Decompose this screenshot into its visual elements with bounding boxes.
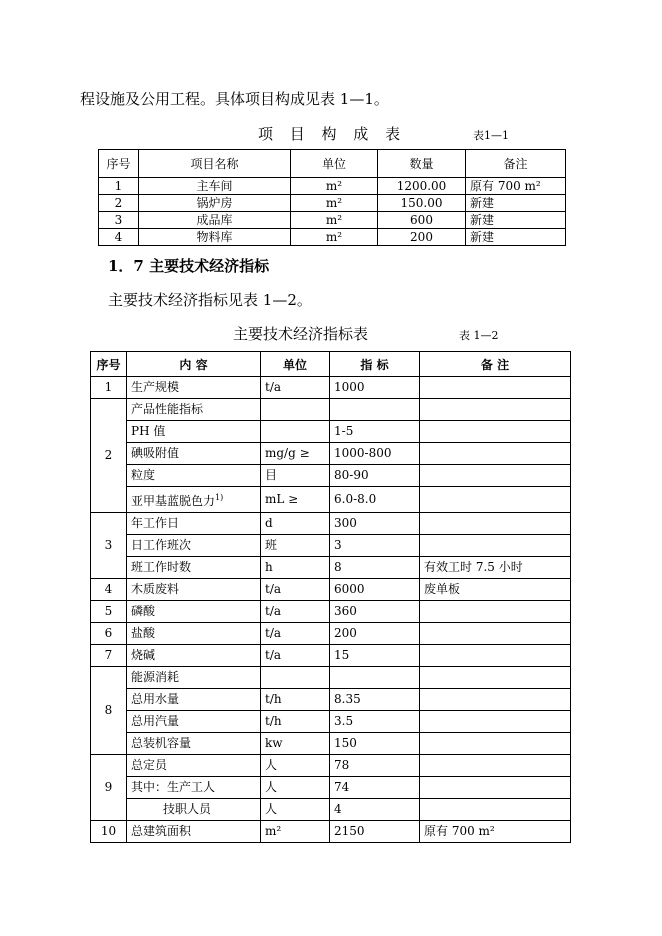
table1-number: 表1—1 bbox=[473, 129, 509, 142]
header-cell: 单位 bbox=[261, 352, 330, 377]
table2-number: 表 1—2 bbox=[459, 329, 499, 342]
note-cell: 废单板 bbox=[420, 579, 571, 601]
content-cell: 总装机容量 bbox=[127, 733, 261, 755]
value-cell: 74 bbox=[330, 777, 420, 799]
unit-cell: m² bbox=[261, 821, 330, 843]
cell: m² bbox=[291, 195, 378, 212]
table2-title: 主要技术经济指标表 bbox=[233, 325, 369, 343]
value-cell bbox=[330, 399, 420, 421]
table-row bbox=[91, 399, 571, 421]
unit-cell: 目 bbox=[261, 465, 330, 487]
note-cell bbox=[420, 535, 571, 557]
note-cell bbox=[420, 399, 571, 421]
value-cell: 1000 bbox=[330, 377, 420, 399]
row-number: 1 bbox=[91, 377, 127, 399]
value-cell: 300 bbox=[330, 513, 420, 535]
value-cell: 200 bbox=[330, 623, 420, 645]
unit-cell: t/h bbox=[261, 689, 330, 711]
value-cell: 15 bbox=[330, 645, 420, 667]
row-number: 3 bbox=[91, 513, 127, 579]
table-row bbox=[91, 557, 571, 579]
content-cell: PH 值 bbox=[127, 421, 261, 443]
header-cell: 数量 bbox=[378, 150, 466, 178]
row-number: 6 bbox=[91, 623, 127, 645]
table-row bbox=[99, 229, 566, 246]
header-cell: 备注 bbox=[466, 150, 566, 178]
header-cell: 内 容 bbox=[127, 352, 261, 377]
unit-cell: t/a bbox=[261, 645, 330, 667]
unit-cell: 人 bbox=[261, 799, 330, 821]
value-cell: 6000 bbox=[330, 579, 420, 601]
header-cell: 指 标 bbox=[330, 352, 420, 377]
content-cell: 总定员 bbox=[127, 755, 261, 777]
unit-cell bbox=[261, 399, 330, 421]
header-cell: 序号 bbox=[99, 150, 139, 178]
note-cell bbox=[420, 421, 571, 443]
value-cell: 3 bbox=[330, 535, 420, 557]
cell: 3 bbox=[99, 212, 139, 229]
note-cell bbox=[420, 733, 571, 755]
table-row bbox=[91, 535, 571, 557]
unit-cell: t/a bbox=[261, 377, 330, 399]
value-cell: 3.5 bbox=[330, 711, 420, 733]
note-cell bbox=[420, 799, 571, 821]
note-cell bbox=[420, 645, 571, 667]
row-number: 5 bbox=[91, 601, 127, 623]
header-cell: 序号 bbox=[91, 352, 127, 377]
table-row bbox=[91, 689, 571, 711]
cell: 200 bbox=[378, 229, 466, 246]
table-header-row bbox=[91, 352, 571, 377]
note-cell: 原有 700 m² bbox=[420, 821, 571, 843]
note-cell bbox=[420, 601, 571, 623]
note-cell bbox=[420, 711, 571, 733]
table-row bbox=[99, 195, 566, 212]
table-row bbox=[99, 212, 566, 229]
cell: 600 bbox=[378, 212, 466, 229]
content-cell: 能源消耗 bbox=[127, 667, 261, 689]
content-cell bbox=[127, 487, 261, 513]
unit-cell: kw bbox=[261, 733, 330, 755]
cell: 新建 bbox=[466, 195, 566, 212]
unit-cell bbox=[261, 667, 330, 689]
unit-cell: t/a bbox=[261, 579, 330, 601]
value-cell: 1000-800 bbox=[330, 443, 420, 465]
table-row bbox=[91, 487, 571, 513]
value-cell: 8.35 bbox=[330, 689, 420, 711]
table-row bbox=[91, 733, 571, 755]
project-composition-table bbox=[98, 149, 566, 246]
row-number: 8 bbox=[91, 667, 127, 755]
table-row bbox=[91, 443, 571, 465]
header-cell: 项目名称 bbox=[139, 150, 291, 178]
content-cell: 总用水量 bbox=[127, 689, 261, 711]
row-number: 4 bbox=[91, 579, 127, 601]
table-row bbox=[91, 623, 571, 645]
value-cell: 150 bbox=[330, 733, 420, 755]
table2-lead-paragraph: 主要技术经济指标见表 1—2。 bbox=[108, 291, 312, 309]
note-cell bbox=[420, 377, 571, 399]
table-row bbox=[91, 777, 571, 799]
note-cell bbox=[420, 755, 571, 777]
content-cell: 盐酸 bbox=[127, 623, 261, 645]
row-number: 10 bbox=[91, 821, 127, 843]
section-heading: 1．7 主要技术经济指标 bbox=[108, 257, 270, 275]
note-cell bbox=[420, 487, 571, 513]
unit-cell: t/a bbox=[261, 623, 330, 645]
cell: 主车间 bbox=[139, 178, 291, 195]
note-cell bbox=[420, 623, 571, 645]
cell: m² bbox=[291, 178, 378, 195]
cell: 2 bbox=[99, 195, 139, 212]
unit-cell: 人 bbox=[261, 755, 330, 777]
value-cell: 8 bbox=[330, 557, 420, 579]
cell: m² bbox=[291, 212, 378, 229]
cell: 1 bbox=[99, 178, 139, 195]
cell: 新建 bbox=[466, 229, 566, 246]
table-row bbox=[91, 755, 571, 777]
content-cell: 产品性能指标 bbox=[127, 399, 261, 421]
unit-cell: mg/g ≥ bbox=[261, 443, 330, 465]
cell: 锅炉房 bbox=[139, 195, 291, 212]
content-cell: 其中：生产工人 bbox=[127, 777, 261, 799]
intro-paragraph: 程设施及公用工程。具体项目构成见表 1—1。 bbox=[80, 90, 389, 108]
content-cell: 技职人员 bbox=[127, 799, 261, 821]
cell: 原有 700 m² bbox=[466, 178, 566, 195]
table-row bbox=[91, 421, 571, 443]
table-row bbox=[91, 799, 571, 821]
value-cell: 80-90 bbox=[330, 465, 420, 487]
content-cell: 总用汽量 bbox=[127, 711, 261, 733]
cell: m² bbox=[291, 229, 378, 246]
unit-cell: t/h bbox=[261, 711, 330, 733]
table-row bbox=[91, 601, 571, 623]
cell: 1200.00 bbox=[378, 178, 466, 195]
header-cell: 单位 bbox=[291, 150, 378, 178]
unit-cell: h bbox=[261, 557, 330, 579]
content-cell: 磷酸 bbox=[127, 601, 261, 623]
table-row bbox=[91, 579, 571, 601]
unit-cell: t/a bbox=[261, 601, 330, 623]
tech-economic-indicators-table bbox=[90, 351, 571, 843]
unit-cell: d bbox=[261, 513, 330, 535]
table-row bbox=[91, 667, 571, 689]
content-cell: 粒度 bbox=[127, 465, 261, 487]
table-row bbox=[91, 513, 571, 535]
cell: 成品库 bbox=[139, 212, 291, 229]
unit-cell: mL ≥ bbox=[261, 487, 330, 513]
table-row bbox=[91, 711, 571, 733]
value-cell: 360 bbox=[330, 601, 420, 623]
note-cell bbox=[420, 667, 571, 689]
content-cell: 年工作日 bbox=[127, 513, 261, 535]
unit-cell: 人 bbox=[261, 777, 330, 799]
content-cell: 碘吸附值 bbox=[127, 443, 261, 465]
content-cell: 日工作班次 bbox=[127, 535, 261, 557]
content-cell: 烧碱 bbox=[127, 645, 261, 667]
value-cell: 6.0-8.0 bbox=[330, 487, 420, 513]
cell: 4 bbox=[99, 229, 139, 246]
header-cell: 备 注 bbox=[420, 352, 571, 377]
note-cell bbox=[420, 513, 571, 535]
row-number: 9 bbox=[91, 755, 127, 821]
unit-cell: 班 bbox=[261, 535, 330, 557]
cell: 150.00 bbox=[378, 195, 466, 212]
table-header-row bbox=[99, 150, 566, 178]
row-number: 7 bbox=[91, 645, 127, 667]
cell: 新建 bbox=[466, 212, 566, 229]
row-number: 2 bbox=[91, 399, 127, 513]
content-text: 亚甲基蓝脱色力 bbox=[131, 494, 216, 508]
note-cell: 有效工时 7.5 小时 bbox=[420, 557, 571, 579]
table-row bbox=[91, 645, 571, 667]
value-cell: 2150 bbox=[330, 821, 420, 843]
footnote-mark: 1) bbox=[215, 493, 224, 502]
note-cell bbox=[420, 443, 571, 465]
content-cell: 班工作时数 bbox=[127, 557, 261, 579]
value-cell bbox=[330, 667, 420, 689]
table-row bbox=[99, 178, 566, 195]
table-row bbox=[91, 821, 571, 843]
note-cell bbox=[420, 689, 571, 711]
cell: 物料库 bbox=[139, 229, 291, 246]
table-row bbox=[91, 465, 571, 487]
content-cell: 木质废料 bbox=[127, 579, 261, 601]
value-cell: 1-5 bbox=[330, 421, 420, 443]
content-cell: 总建筑面积 bbox=[127, 821, 261, 843]
content-cell: 生产规模 bbox=[127, 377, 261, 399]
table-row bbox=[91, 377, 571, 399]
table1-title: 项 目 构 成 表 bbox=[258, 125, 407, 143]
unit-cell bbox=[261, 421, 330, 443]
value-cell: 4 bbox=[330, 799, 420, 821]
note-cell bbox=[420, 465, 571, 487]
note-cell bbox=[420, 777, 571, 799]
value-cell: 78 bbox=[330, 755, 420, 777]
